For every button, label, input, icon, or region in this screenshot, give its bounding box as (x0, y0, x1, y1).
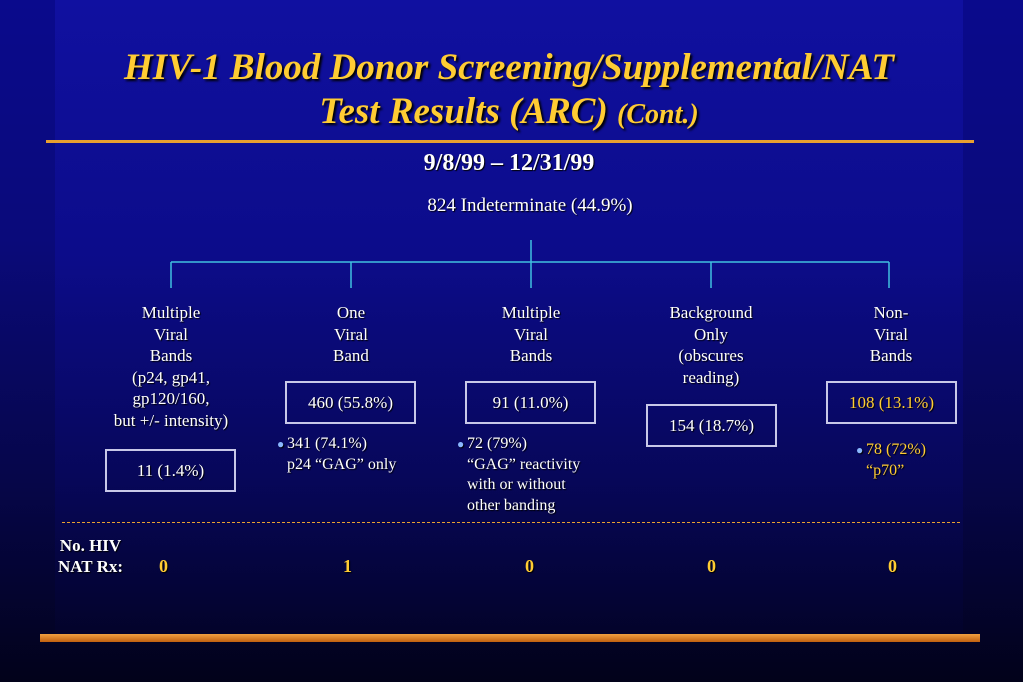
category-2-note-line: p24 “GAG” only (287, 455, 397, 473)
nat-label-line2: NAT Rx: (58, 557, 124, 576)
category-1-line: (p24, gp41, (132, 367, 210, 387)
category-1-line: but +/- intensity) (113, 410, 229, 430)
category-4-line: (obscures (678, 346, 744, 365)
category-3-line: Bands (509, 346, 553, 365)
category-5-note (856, 440, 966, 481)
nat-separator (62, 522, 960, 523)
category-1-line: Multiple (141, 303, 201, 322)
category-3-note-line: “GAG” reactivity (467, 455, 581, 473)
nat-label-line1: No. HIV (59, 536, 122, 555)
category-5-label (820, 302, 962, 367)
category-2-label (280, 302, 422, 367)
category-5-line: Bands (869, 346, 913, 365)
nat-value-2: 1 (343, 556, 352, 576)
category-5-note-line: “p70” (866, 461, 905, 479)
category-2-line: Viral (334, 324, 368, 344)
category-4-line: reading) (682, 367, 740, 387)
root-node-label: 824 Indeterminate (44.9%) (427, 195, 633, 216)
category-1-count-box: 11 (1.4%) (105, 449, 236, 492)
date-range: 9/8/99 – 12/31/99 (423, 150, 595, 176)
category-3-count-box: 91 (11.0%) (465, 381, 596, 424)
category-4-label (640, 302, 782, 388)
category-4-count-box: 154 (18.7%) (646, 404, 777, 447)
nat-value-4: 0 (707, 556, 716, 576)
slide-title-line1: HIV-1 Blood Donor Screening/Supplemental/NAT (124, 47, 894, 88)
bullet-icon: ● (856, 443, 864, 457)
category-1-line: Bands (149, 346, 193, 365)
category-3-line: Multiple (501, 303, 561, 322)
slide-title-suffix: (Cont.) (617, 99, 699, 130)
nat-value-5: 0 (888, 556, 897, 576)
category-5-line: Non- (873, 303, 909, 322)
category-5-note-line: 78 (72%) (866, 441, 926, 458)
category-5-count-box: 108 (13.1%) (826, 381, 957, 424)
bullet-icon: ● (457, 437, 465, 451)
category-3-line: Viral (514, 324, 548, 344)
category-1-line: Viral (154, 324, 188, 344)
category-3-note (457, 434, 627, 516)
footer-accent-bar (40, 634, 980, 642)
category-2-note (277, 434, 437, 475)
nat-label (58, 535, 123, 577)
category-2-line: One (336, 303, 366, 322)
nat-value-3: 0 (525, 556, 534, 576)
category-4-line: Only (694, 324, 728, 344)
category-1-label (90, 302, 252, 431)
category-3-note-line: other banding (467, 496, 556, 514)
category-5-line: Viral (874, 324, 908, 344)
slide-title-main: Test Results (ARC) (319, 91, 608, 132)
nat-value-1: 0 (159, 556, 168, 576)
category-4-line: Background (669, 303, 753, 322)
category-3-note-line: 72 (79%) (467, 435, 527, 452)
category-2-line: Band (333, 346, 369, 365)
category-2-count-box: 460 (55.8%) (285, 381, 416, 424)
category-1-line: gp120/160, (132, 389, 210, 408)
category-3-note-line: with or without (467, 476, 566, 493)
bullet-icon: ● (277, 437, 285, 451)
category-3-label (460, 302, 602, 367)
category-2-note-line: 341 (74.1%) (287, 435, 367, 452)
